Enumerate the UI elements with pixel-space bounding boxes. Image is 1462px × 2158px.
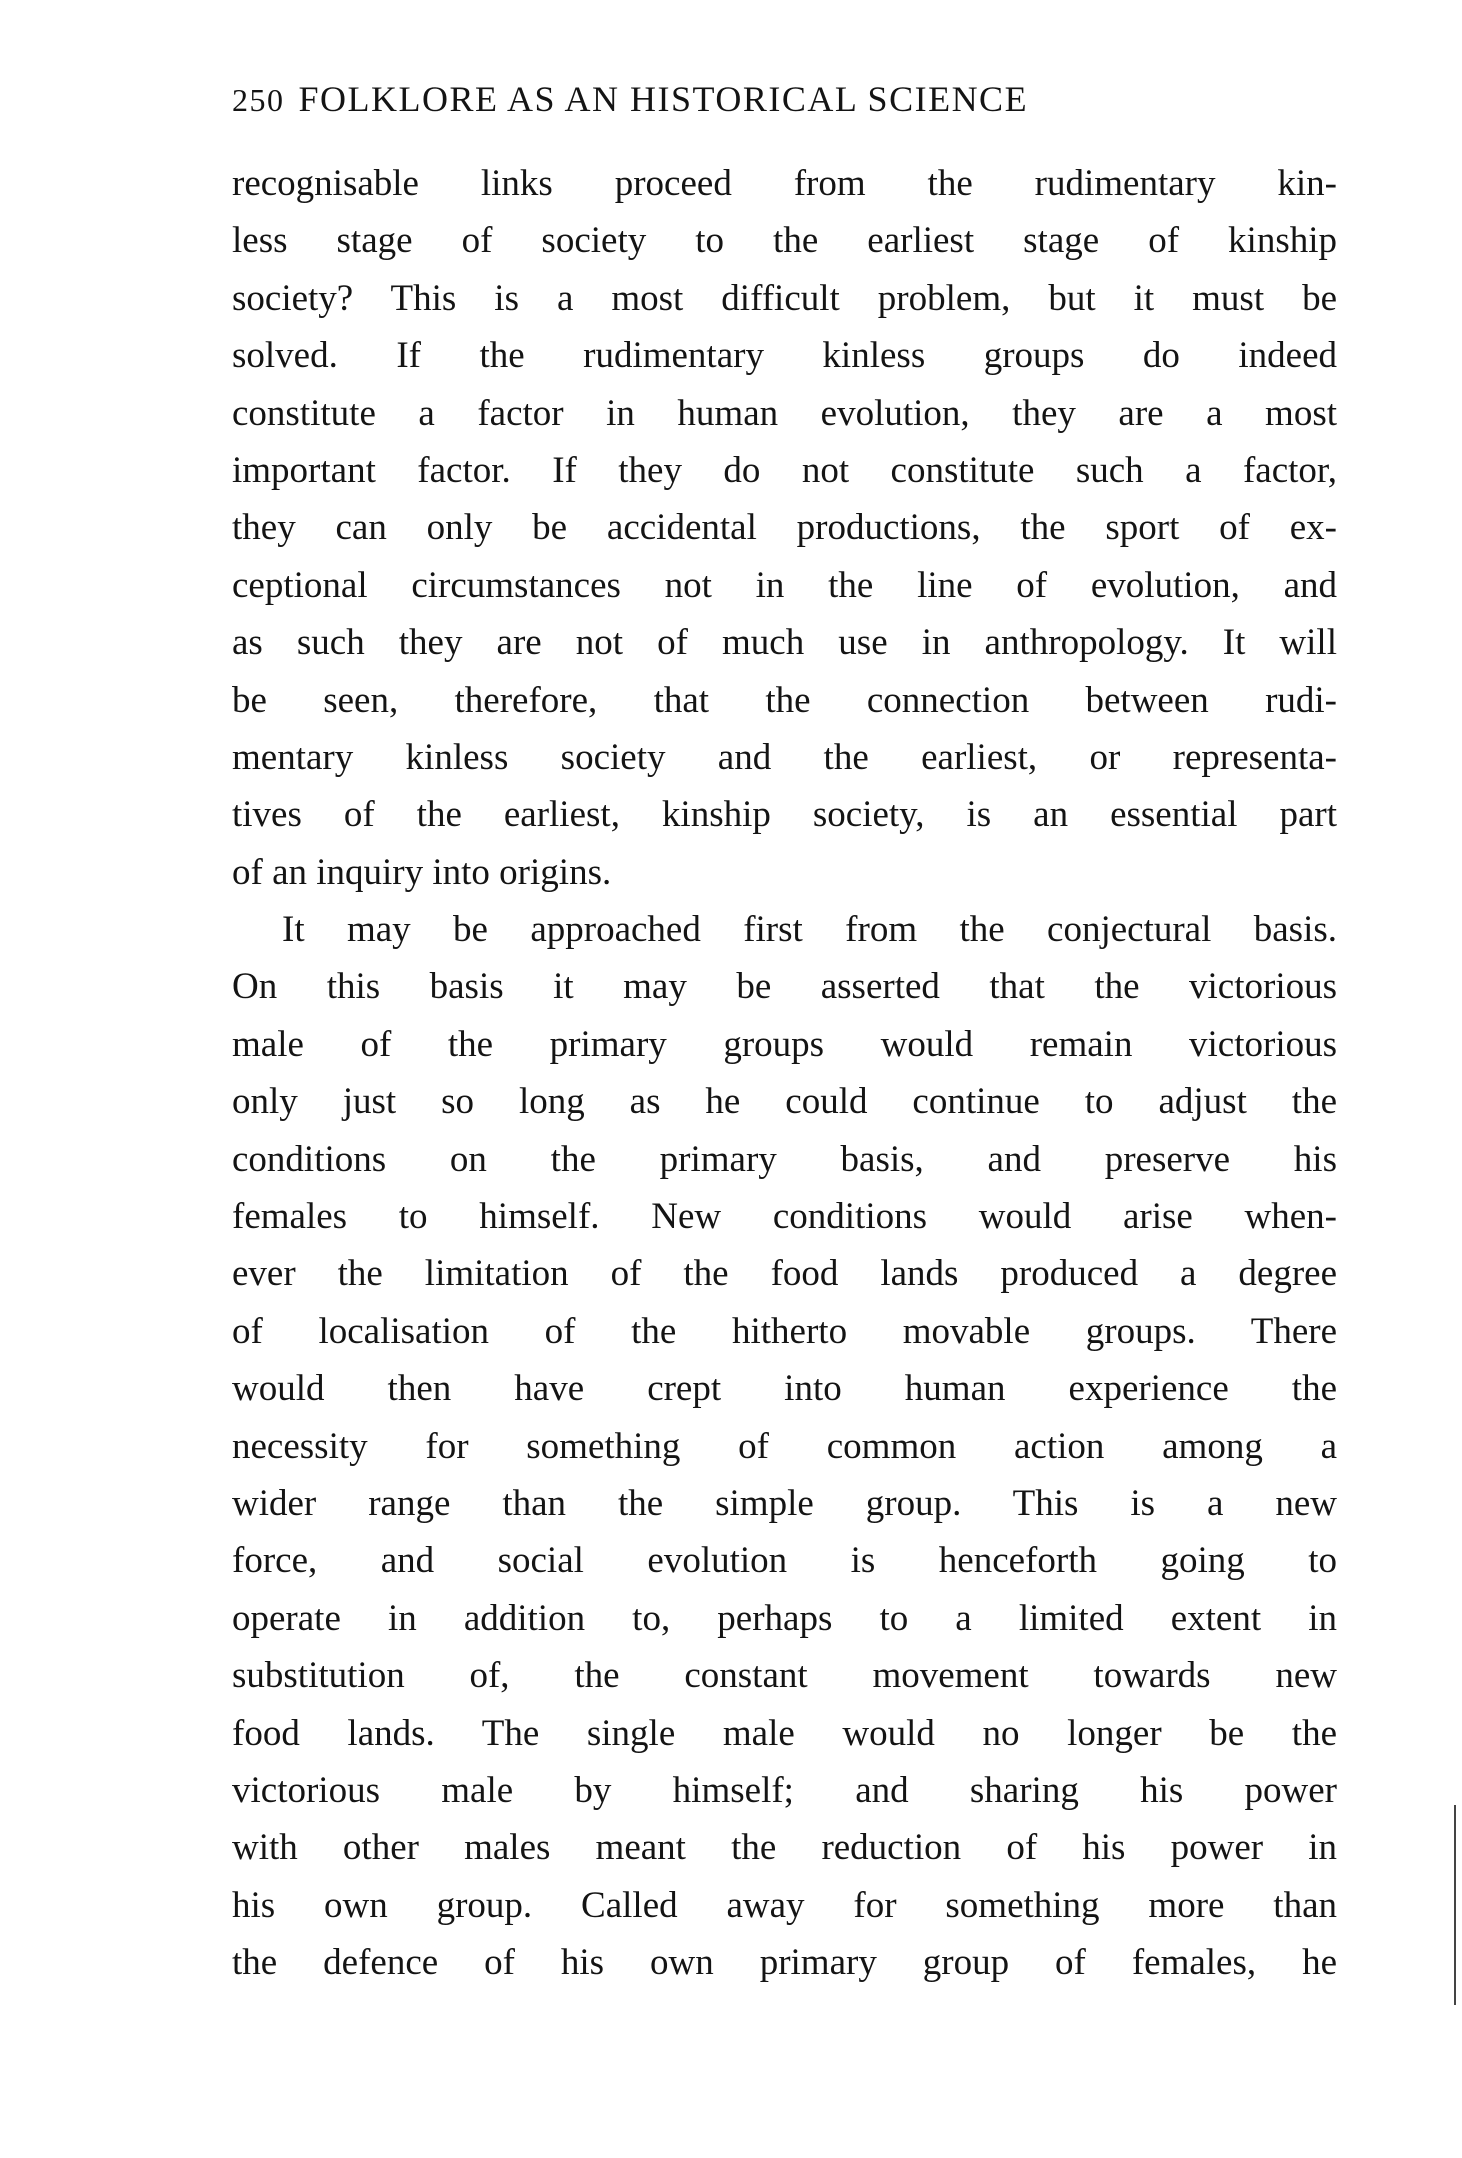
text-line: ceptional circumstances not in the line of evolution, and <box>232 564 1337 606</box>
text-line: It may be approached first from the conjectural basis. <box>282 909 1337 951</box>
text-line: food lands. The single male would no longer be the <box>232 1712 1337 1754</box>
text-line: females to himself. New conditions would arise when- <box>232 1196 1337 1238</box>
text-line: force, and social evolution is henceforth going to <box>232 1540 1337 1582</box>
margin-mark <box>1454 1805 1456 2005</box>
text-line: they can only be accidental productions, the sport of ex- <box>232 507 1337 549</box>
text-line: constitute a factor in human evolution, they are a most <box>232 392 1337 434</box>
text-line: with other males meant the reduction of his power in <box>232 1827 1337 1869</box>
text-line: important factor. If they do not constitute such a factor, <box>232 449 1337 491</box>
page-number: 250 <box>232 82 285 118</box>
text-line: less stage of society to the earliest stage of kinship <box>232 220 1337 262</box>
text-line: wider range than the simple group. This is a new <box>232 1482 1337 1524</box>
paragraph-1 <box>232 155 1337 901</box>
paragraph-2 <box>232 901 1337 1991</box>
text-line: victorious male by himself; and sharing his power <box>232 1769 1337 1811</box>
text-line: society? This is a most difficult problem, but it must be <box>232 277 1337 319</box>
page-body <box>232 155 1337 1992</box>
text-line: male of the primary groups would remain victorious <box>232 1023 1337 1065</box>
text-line: of localisation of the hitherto movable groups. There <box>232 1310 1337 1352</box>
text-line: the defence of his own primary group of females, he <box>232 1942 1337 1984</box>
text-line: his own group. Called away for something more than <box>232 1884 1337 1926</box>
text-line: would then have crept into human experience the <box>232 1368 1337 1410</box>
running-title: FOLKLORE AS AN HISTORICAL SCIENCE <box>298 79 1029 119</box>
text-line: be seen, therefore, that the connection between rudi- <box>232 679 1337 721</box>
text-line: as such they are not of much use in anthropology. It will <box>232 622 1337 664</box>
text-line: On this basis it may be asserted that the victorious <box>232 966 1337 1008</box>
text-line: operate in addition to, perhaps to a limited extent in <box>232 1597 1337 1639</box>
text-line: substitution of, the constant movement towards new <box>232 1655 1337 1697</box>
text-line: of an inquiry into origins. <box>232 851 612 893</box>
text-line: ever the limitation of the food lands produced a degree <box>232 1253 1337 1295</box>
text-line: necessity for something of common action among a <box>232 1425 1337 1467</box>
text-line: only just so long as he could continue to adjust the <box>232 1081 1337 1123</box>
running-header <box>232 78 1262 120</box>
text-line: conditions on the primary basis, and preserve his <box>232 1138 1337 1180</box>
text-line: tives of the earliest, kinship society, is an essential part <box>232 794 1337 836</box>
text-line: recognisable links proceed from the rudimentary kin- <box>232 163 1337 204</box>
text-line: solved. If the rudimentary kinless groups do indeed <box>232 335 1337 377</box>
text-line: mentary kinless society and the earliest, or representa- <box>232 736 1337 778</box>
